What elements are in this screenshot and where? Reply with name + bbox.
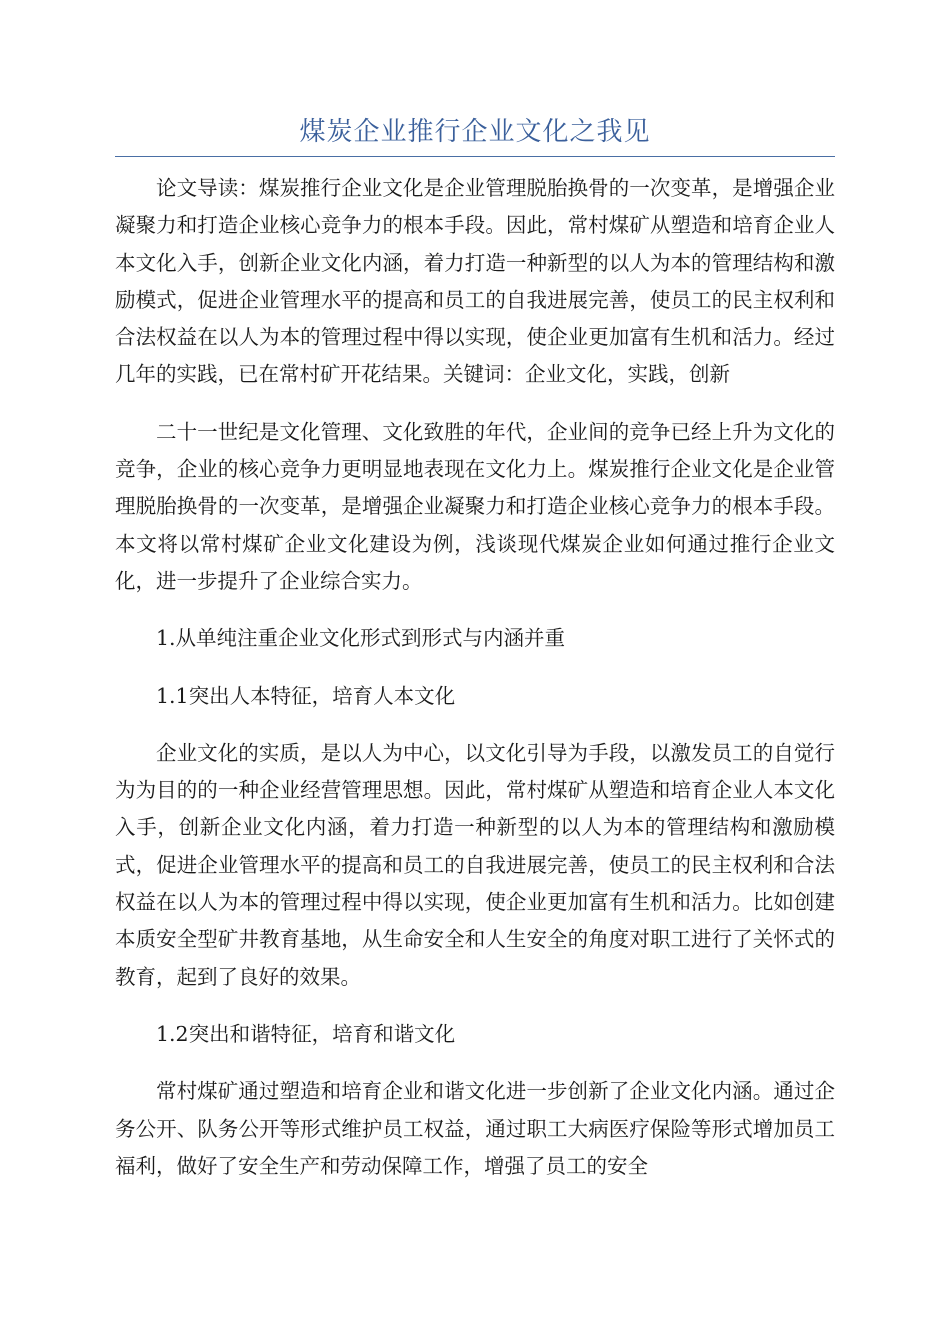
document-body bbox=[115, 170, 835, 1205]
section-1-2-heading: 1.2突出和谐特征，培育和谐文化 bbox=[156, 1021, 456, 1046]
abstract-paragraph: 论文导读：煤炭推行企业文化是企业管理脱胎换骨的一次变革，是增强企业凝聚力和打造企业核心竞争力的根本手段。因此，常村煤矿从塑造和培育企业人本文化入手，创新企业文化内涵，着力打造一种新型的以人为本的管理结构和激励模式，促进企业管理水平的提高和员工的自我进展完善，使员工的民主权利和合法权益在以人为本的管理过程中得以实现，使企业更加富有生机和活力。经过几年的实践，已在常村矿开花结果。关键词：企业文化，实践，创新 bbox=[115, 176, 835, 387]
intro-paragraph: 二十一世纪是文化管理、文化致胜的年代，企业间的竞争已经上升为文化的竞争，企业的核心竞争力更明显地表现在文化力上。煤炭推行企业文化是企业管理脱胎换骨的一次变革，是增强企业凝聚力和打造企业核心竞争力的根本手段。本文将以常村煤矿企业文化建设为例，浅谈现代煤炭企业如何通过推行企业文化，进一步提升了企业综合实力。 bbox=[115, 419, 835, 593]
section-1-1-heading: 1.1突出人本特征，培育人本文化 bbox=[156, 683, 456, 708]
section-1-heading: 1.从单纯注重企业文化形式到形式与内涵并重 bbox=[156, 626, 566, 651]
title-block bbox=[115, 108, 835, 157]
page-title: 煤炭企业推行企业文化之我见 bbox=[299, 117, 651, 147]
section-1-2-paragraph: 常村煤矿通过塑造和培育企业和谐文化进一步创新了企业文化内涵。通过企务公开、队务公开等形式维护员工权益，通过职工大病医疗保险等形式增加员工福利，做好了安全生产和劳动保障工作，增强了员工的安全 bbox=[115, 1079, 835, 1178]
section-1-1-paragraph: 企业文化的实质，是以人为中心，以文化引导为手段，以激发员工的自觉行为为目的的一种企业经营管理思想。因此，常村煤矿从塑造和培育企业人本文化入手，创新企业文化内涵，着力打造一种新型的以人为本的管理结构和激励模式，促进企业管理水平的提高和员工的自我进展完善，使员工的民主权利和合法权益在以人为本的管理过程中得以实现，使企业更加富有生机和活力。比如创建本质安全型矿井教育基地，从生命安全和人生安全的角度对职工进行了关怀式的教育，起到了良好的效果。 bbox=[115, 740, 835, 989]
